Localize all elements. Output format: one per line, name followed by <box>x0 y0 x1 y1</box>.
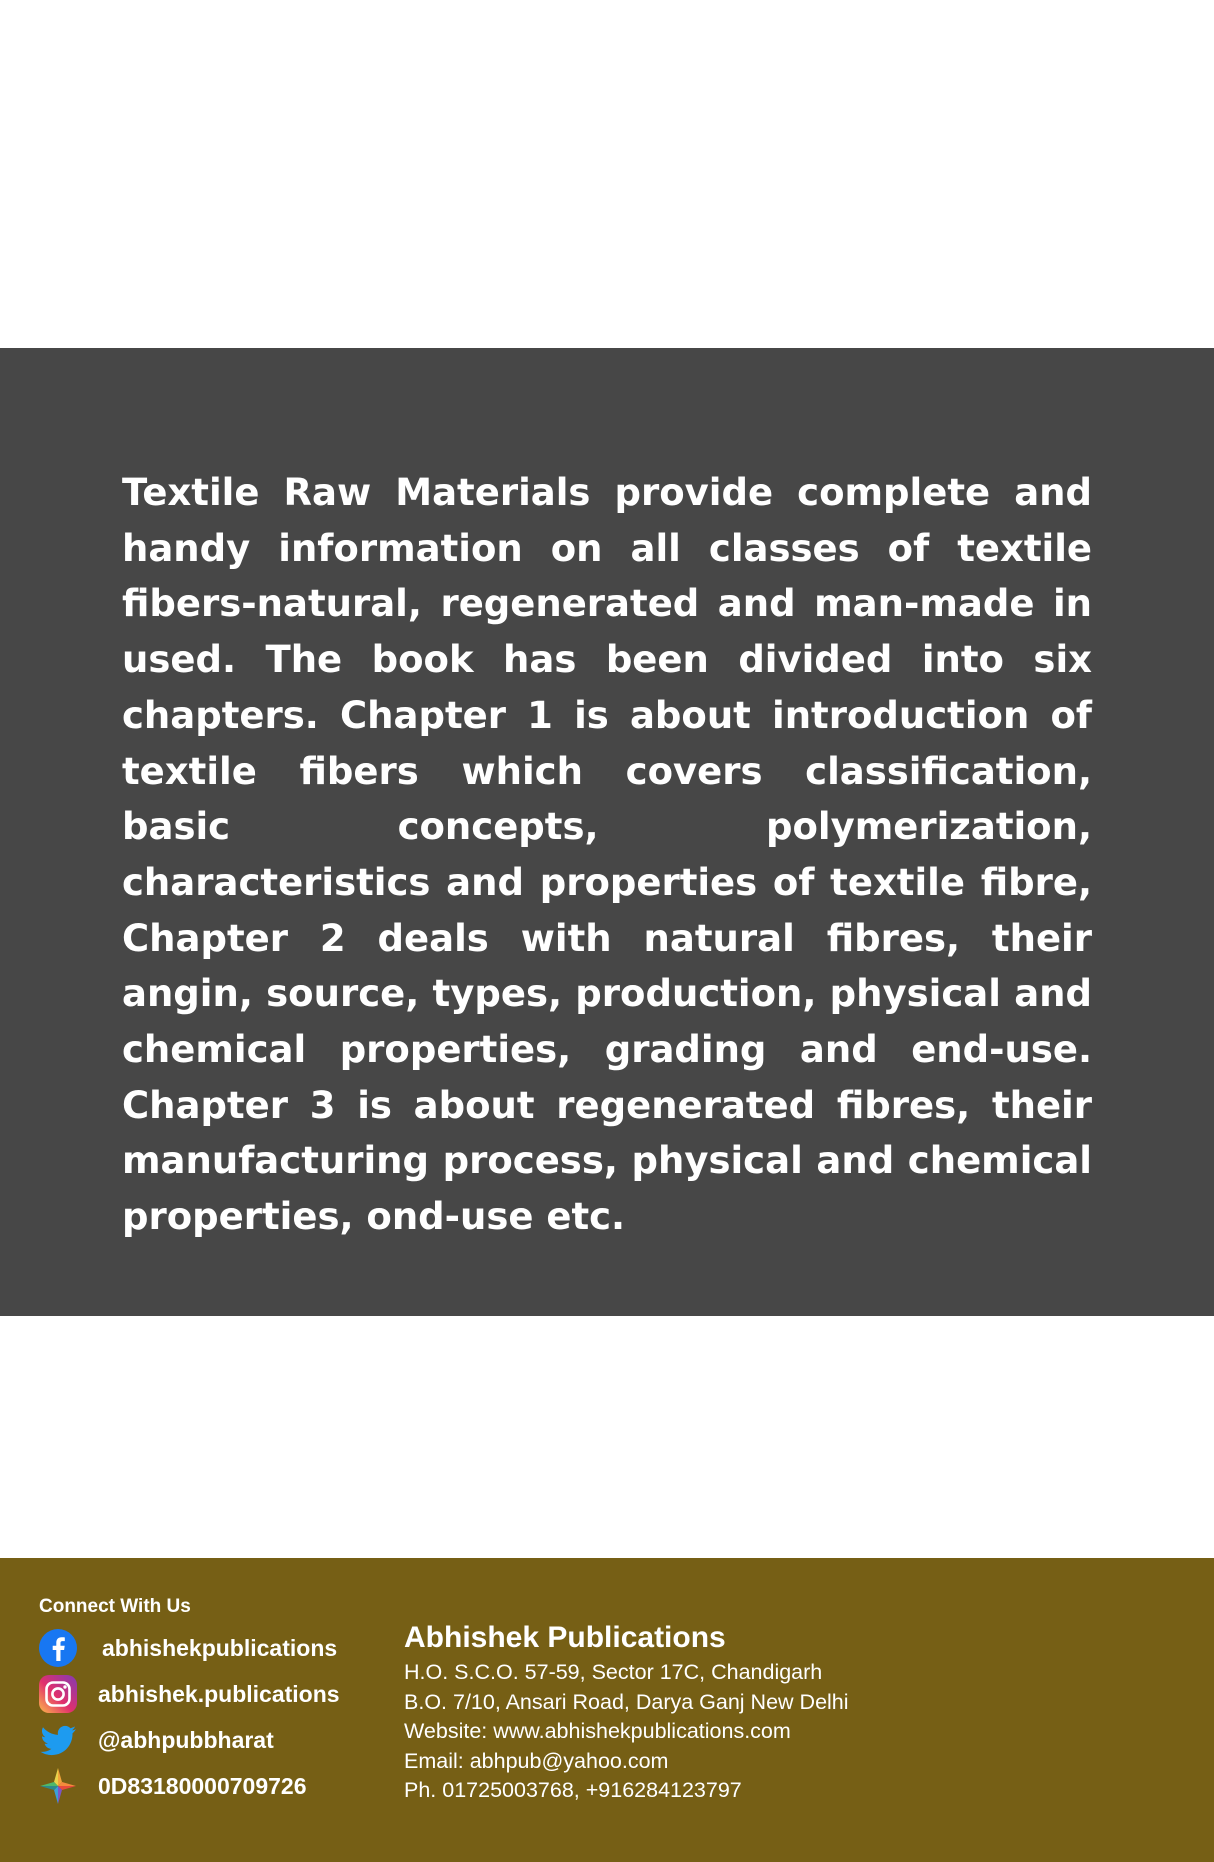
publisher-email[interactable]: Email: abhpub@yahoo.com <box>404 1748 669 1773</box>
twitter-icon <box>38 1720 78 1760</box>
connect-title: Connect With Us <box>39 1596 191 1617</box>
facebook-handle: abhishekpublications <box>102 1634 338 1661</box>
head-office-address: H.O. S.C.O. 57-59, Sector 17C, Chandigarh <box>404 1660 823 1684</box>
social-instagram[interactable] <box>38 1674 340 1714</box>
publisher-name: Abhishek Publications <box>404 1621 726 1654</box>
star-logo-icon <box>38 1766 78 1806</box>
publisher-phone: Ph. 01725003768, +916284123797 <box>404 1778 742 1802</box>
publisher-website[interactable]: Website: www.abhishekpublications.com <box>404 1719 791 1743</box>
twitter-handle: @abhpubbharat <box>98 1726 274 1753</box>
publisher-footer <box>0 1558 1214 1862</box>
instagram-handle: abhishek.publications <box>98 1680 340 1707</box>
back-cover-blurb: Textile Raw Materials provide complete and handy information on all classes of textile fibers-natural, regenerated and man-made in used. The book has been divided into six chapters. Chapter 1 is about introduction of textile fibers which covers classification, basic concepts, polymerization, characteristics and properties of textile fibre, Chapter 2 deals with natural fibres, their angin, source, types, production, physical and chemical properties, grading and end-use. Chapter 3 is about regenerated fibres, their manufacturing process, physical and chemical properties, ond-use etc. <box>122 471 1092 1239</box>
publisher-block <box>404 1618 849 1806</box>
other-handle: 0D83180000709726 <box>98 1772 307 1799</box>
social-facebook[interactable] <box>38 1628 337 1668</box>
social-other[interactable] <box>38 1766 306 1806</box>
branch-office-address: B.O. 7/10, Ansari Road, Darya Ganj New Delhi <box>404 1689 849 1714</box>
instagram-icon <box>38 1674 78 1714</box>
facebook-icon <box>38 1628 78 1668</box>
social-twitter[interactable] <box>38 1720 274 1760</box>
